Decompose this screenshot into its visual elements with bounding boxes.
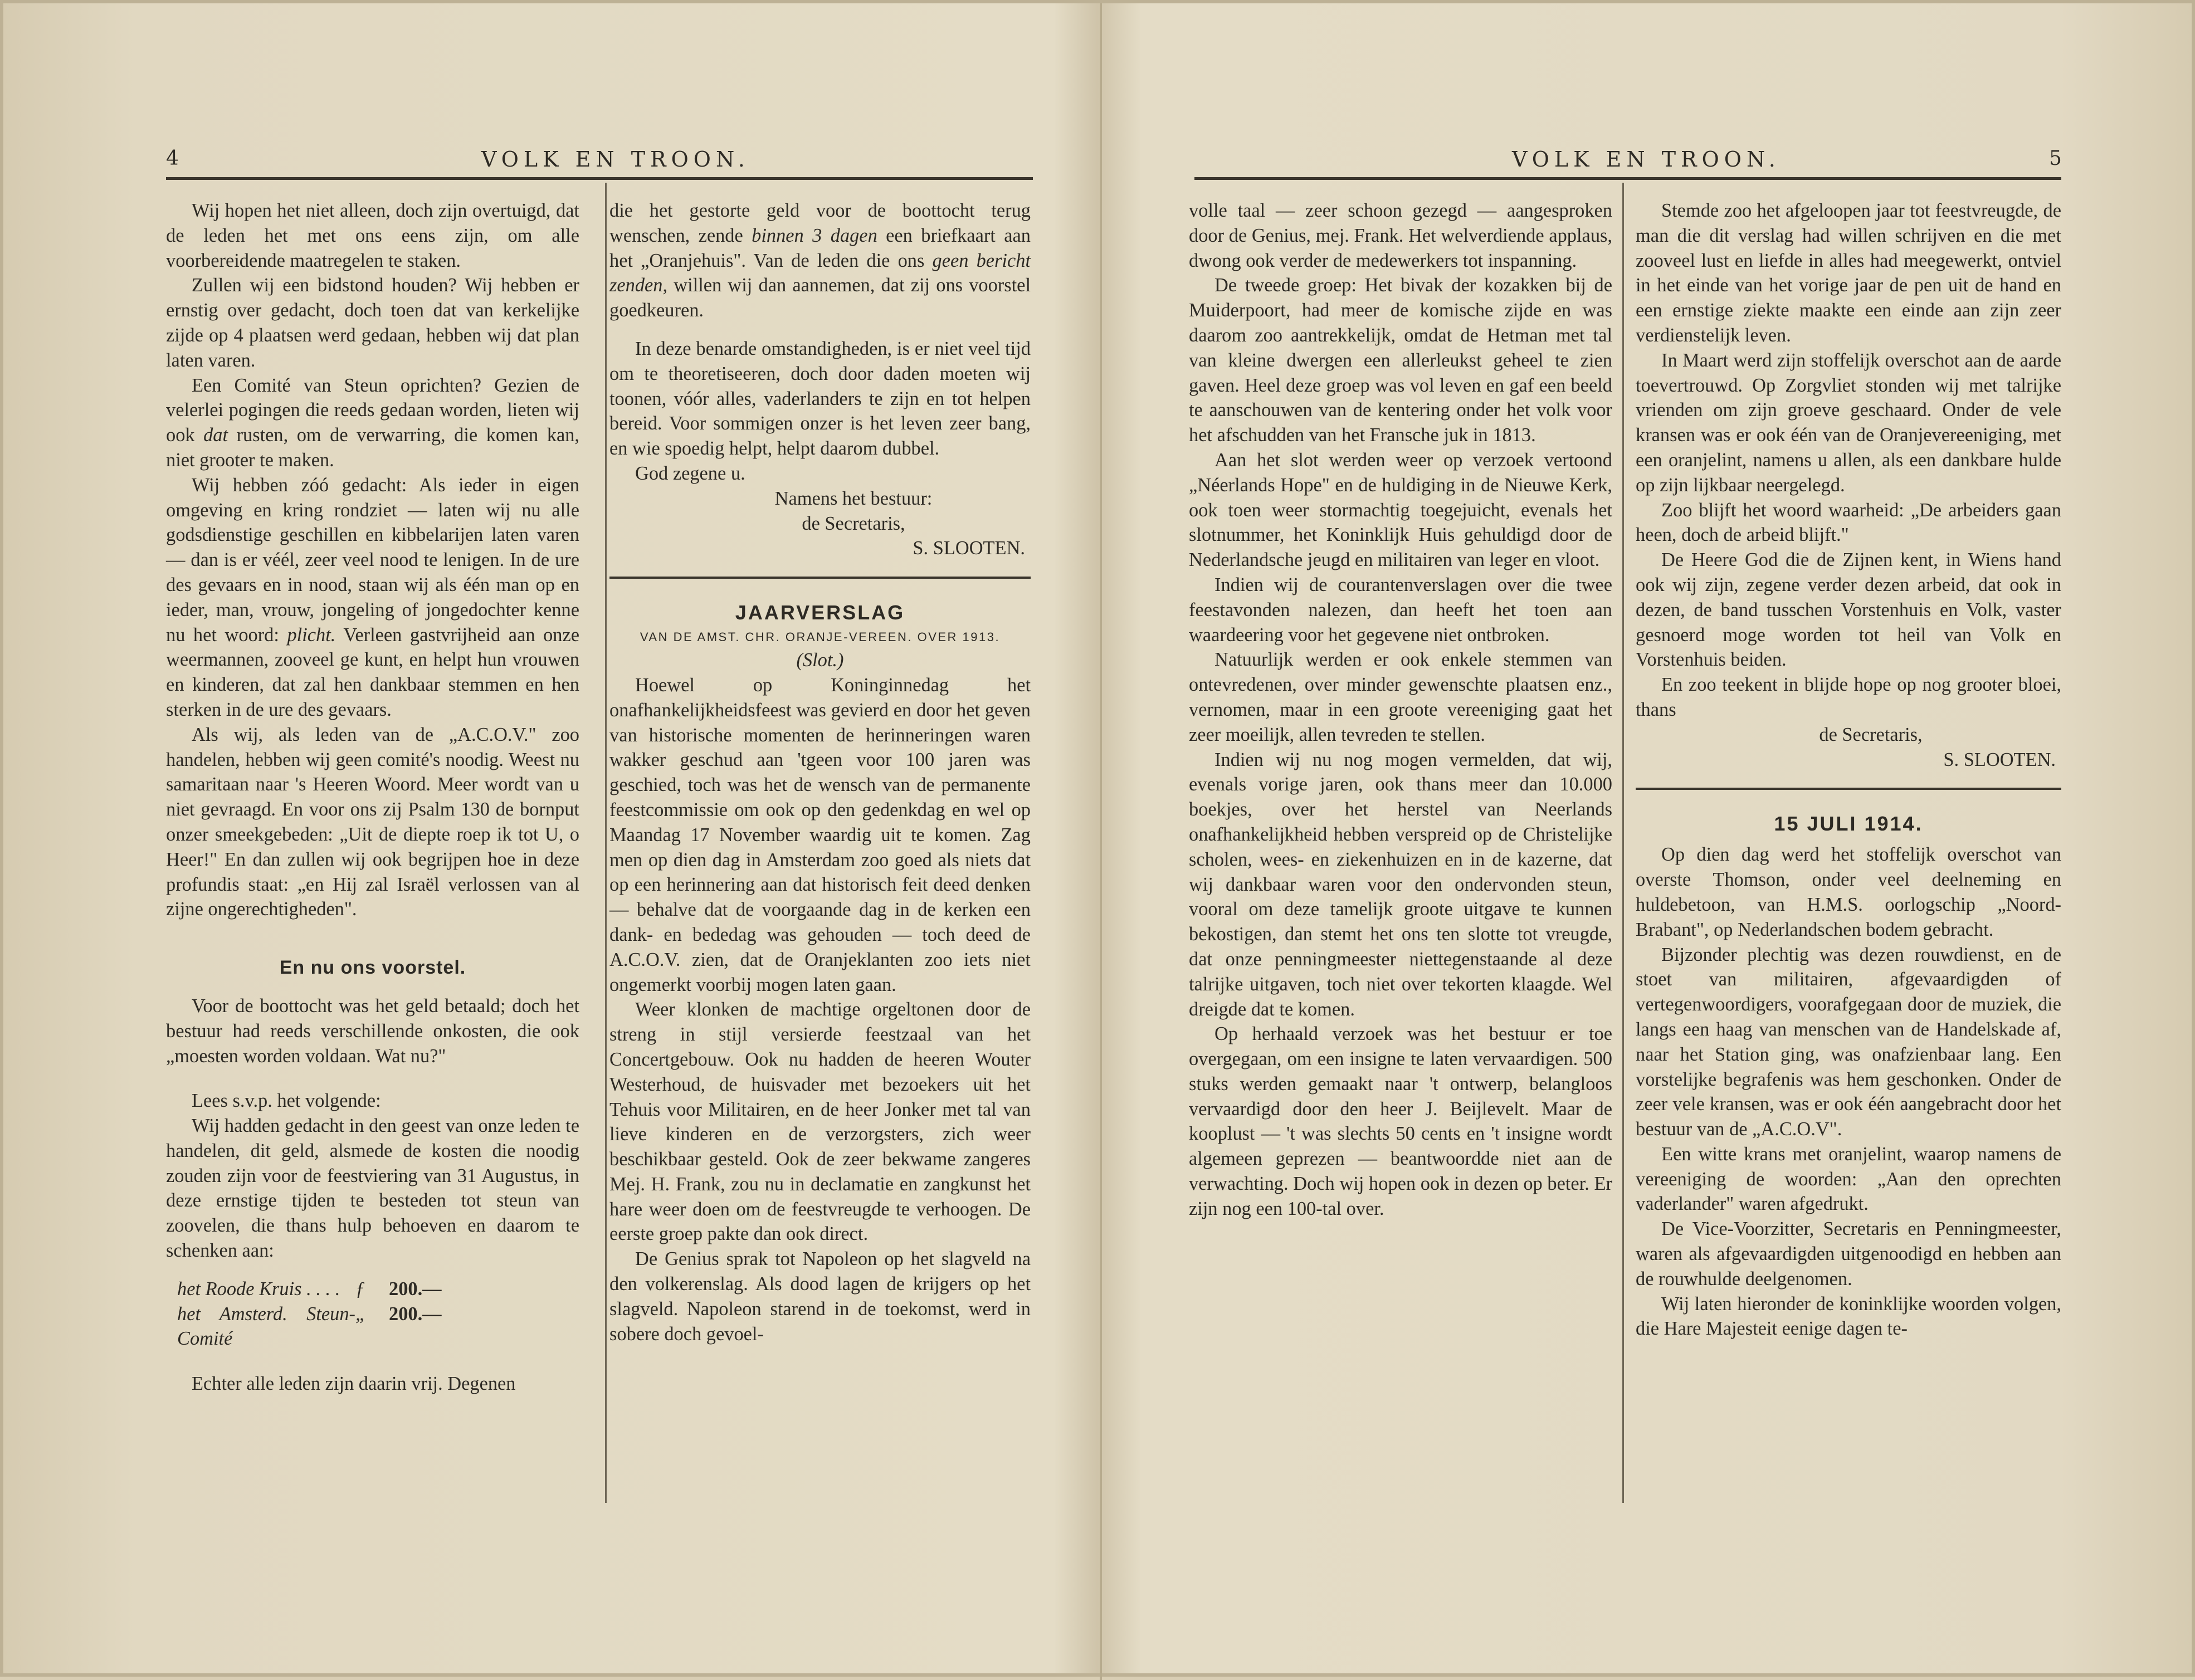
paragraph: Zullen wij een bidstond houden? Wij hebben er ernstig over gedacht, doch toen dat van kerkelijke zijde op 4 plaatsen werd gedaan, hebben wij dat plan laten varen. [166, 275, 579, 371]
paragraph: Op herhaald verzoek was het bestuur er toe overgegaan, om een insigne te laten vervaardigen. 500 stuks werden gemaakt naar 't ontwerp, belangloos vervaardigd door den heer J. Beijlevelt. Maar de kooplust — 't was slechts 50 cents en 't insigne wordt algemeen geprezen — beantwoordde niet aan de verwachting. Doch wij hopen ook in dezen op beter. Er zijn nog een 100-tal over. [1189, 1023, 1612, 1219]
right-page-column-2 [1636, 198, 2061, 1341]
paragraph: In Maart werd zijn stoffelijk overschot aan de aarde toevertrouwd. Op Zorgvliet stonden wij met talrijke vrienden om zijn groeve geschaard. Onder de vele kransen was er ook één van de Oranjevereeniging, met een oranjelint, namens u allen, als een dankbare hulde op zijn lijkbaar neergelegd. [1636, 349, 2061, 496]
signature-line: Namens het bestuur: [774, 487, 933, 509]
paragraph: Natuurlijk werden er ook enkele stemmen van ontevredenen, over minder gewenschte plaatsen enz., vernomen, maar in een groote vereeniging gaat het zeer moeilijk, allen tevreden te stellen. [1189, 649, 1612, 745]
signature-name: S. SLOOTEN. [1943, 749, 2056, 770]
paragraph: God zegene u. [635, 462, 745, 484]
section-heading: 15 JULI 1914. [1774, 812, 1923, 836]
left-column-divider [605, 183, 607, 1503]
right-page-number: 5 [2049, 147, 2063, 170]
section-subheading: VAN DE AMST. CHR. ORANJE-VEREEN. OVER 1913. [640, 630, 1001, 644]
paragraph: Wij hadden gedacht in den geest van onze leden te handelen, dit geld, alsmede de kosten die noodig zouden zijn voor de feestviering van 31 Augustus, in deze ernstige tijden te besteden tot steun van zoovelen, die thans hulp behoeven en daarom te schenken aan: [166, 1115, 579, 1262]
paragraph: Echter alle leden zijn daarin vrij. Degenen [192, 1373, 516, 1395]
left-page-column-2 [609, 198, 1031, 1346]
paragraph: De Heere God die de Zijnen kent, in Wiens hand ook wij zijn, zegene verder dezen arbeid, dat ook in dezen, de band tusschen Vorstenhuis en Volk, vaster gesnoerd moge worden tot heil van Volk en Vorstenhuis beiden. [1636, 549, 2061, 671]
paragraph: Wij hopen het niet alleen, doch zijn overtuigd, dat de leden het met ons eens zijn, om alle voorbereidende maatregelen te staken. [166, 200, 579, 271]
paragraph: Zoo blijft het woord waarheid: „De arbeiders gaan heen, doch de arbeid blijft." [1636, 499, 2061, 546]
paragraph: De Genius sprak tot Napoleon op het slagveld na den volkerenslag. Als dood lagen de krijgers op het slagveld. Napoleon starend in de toekomst, werd in sobere doch gevoel- [609, 1248, 1031, 1345]
paragraph: Een Comité van Steun oprichten? Gezien de velerlei pogingen die reeds gedaan worden, lieten wij ook dat rusten, om de verwarring, die komen kan, niet grooter te maken. [166, 374, 580, 471]
paragraph: De tweede groep: Het bivak der kozakken bij de Muiderpoort, had meer de komische zijde en was daarom zoo aantrekkelijk, omdat de Hetman met tal van kleine dwergen een allerleukst geheel te zien gaven. Heel deze groep was vol leven en gaf een beeld te aanschouwen van de kentering onder het volk voor het afschudden van het Fransche juk in 1813. [1189, 275, 1612, 446]
paragraph: Lees s.v.p. het volgende: [192, 1090, 381, 1112]
right-header-rule [1194, 177, 2061, 180]
paragraph: Aan het slot werden weer op verzoek vertoond „Néerlands Hope" en de huldiging in de Nieuwe Kerk, ook toen weer stormachtig toegejuicht, evenals het slotnummer, het Koninklijk Huis gehuldigd door de Nederlandsche jeugd en militairen van leger en vloot. [1189, 449, 1612, 571]
paragraph: die het gestorte geld voor de boottocht terug wenschen, zende binnen 3 dagen een briefkaart aan het „Oranjehuis". Van de leden die ons geen bericht zenden, willen wij dan aannemen, dat zij ons voorstel goedkeuren. [609, 200, 1031, 321]
left-header-rule [166, 177, 1033, 180]
paragraph: Wij laten hieronder de koninklijke woorden volgen, die Hare Majesteit eenige dagen te- [1636, 1293, 2061, 1340]
slot-label: (Slot.) [796, 649, 844, 671]
paragraph: Voor de boottocht was het geld betaald; doch het bestuur had reeds verschillende onkosten, die ook „moesten worden voldaan. Wat nu?" [166, 995, 579, 1067]
left-page-number: 4 [166, 147, 180, 170]
left-page-column-1 [166, 198, 579, 1396]
signature-line: de Secretaris, [1819, 724, 1923, 745]
paragraph: volle taal — zeer schoon gezegd — aangesproken door de Genius, mej. Frank. Het welverdiende applaus, dwong ook verder de medewerkers tot inspanning. [1189, 200, 1612, 271]
donation-row: het Roode Kruis . . . . ƒ 200.— [177, 1278, 442, 1300]
paragraph: Wij hebben zóó gedacht: Als ieder in eigen omgeving en kring rondziet — laten wij nu alle godsdienstige geschillen en kibbelarijen laten varen — dan is er véél, zeer veel nood te lenigen. In de ure des gevaars en in nood, staan wij als één man op en ieder, man, vrouw, jongeling of jongedochter kenne nu het woord: plicht. Verleen gastvrijheid aan onze weermannen, zooveel ge kunt, en helpt hun vrouwen en kinderen, dat zal hen dankbaar stemmen en hen sterken in de ure des gevaars. [166, 474, 579, 720]
paragraph: Indien wij de courantenverslagen over die twee feestavonden nalezen, dan heeft het toen aan waardeering voor het gegevene niet ontbroken. [1189, 574, 1612, 646]
section-heading: En nu ons voorstel. [279, 957, 466, 979]
paragraph: Hoewel op Koninginnedag het onafhankelijkheidsfeest was gevierd en door het geven van historische momenten de herinneringen waren wakker geschud aan 'tgeen voor 100 jaren was geschied, toch was het de wensch van de permanente feestcommissie om ook op den gedenkdag en wel op Maandag 17 November waardig uit te komen. Zag men op dien dag in Amsterdam zoo goed als niets dat op een herinnering aan dat historisch feit deed denken — behalve dat de voorgaande dag in de kerken een dank- en bededag was gehouden — toch deed de A.C.O.V. zien, dat de Oranjeklanten zoo iets niet ongemerkt voorbij mogen laten gaan. [609, 674, 1031, 995]
section-heading: JAARVERSLAG [735, 601, 905, 624]
paragraph: Weer klonken de machtige orgeltonen door de streng in stijl versierde feestzaal van het Concertgebouw. Ook nu hadden de heeren Wouter Westerhoud, de huisvader met bezoekers uit het Tehuis voor Militairen, en de heer Jonker met tal van lieve kinderen en de verzorgsters, zich weer beschikbaar gesteld. Ook de zeer bekwame zangeres Mej. H. Frank, zou nu in declamatie en zangkunst het hare weer doen om de feestvreugde te verhoogen. De eerste groep pakte dan ook direct. [609, 999, 1031, 1245]
paragraph: Een witte krans met oranjelint, waarop namens de vereeniging de woorden: „Aan den oprechten vaderlander" waren afgedrukt. [1636, 1143, 2061, 1215]
page-spine [1100, 3, 1102, 1680]
signature-name: S. SLOOTEN. [913, 538, 1025, 559]
right-column-divider [1622, 183, 1624, 1503]
left-running-title: VOLK EN TROON. [481, 147, 750, 172]
paragraph: Indien wij nu nog mogen vermelden, dat wij, evenals vorige jaren, ook thans meer dan 10.000 boekjes, over het herstel van Neerlands onafhankelijkheid hebben verspreid op de Christelijke scholen, wees- en ziekenhuizen en in de kazerne, dat wij dankbaar waren voor den ondervonden steun, vooral om deze tamelijk groote uitgave te kunnen bekostigen, dan stemt het ons ten slotte tot vreugde, dat onze penningmeester niettegenstaande al deze talrijke uitgaven, toch niet over tekorten klaagde. Wel dreigde dat te komen. [1189, 749, 1612, 1020]
signature-line: de Secretaris, [802, 512, 905, 534]
paragraph: Bijzonder plechtig was dezen rouwdienst, en de stoet van militairen, afgevaardigden of vertegenwoordigers, voorafgegaan door de muziek, die langs een haag van menschen van de Handelskade af, naar het Station ging, was onafzienbaar lang. Een vorstelijke begrafenis was hem geschonken. Onder de zeer vele kransen, was er ook één aangebracht door het bestuur van de „A.C.O.V". [1636, 944, 2061, 1140]
paragraph: De Vice-Voorzitter, Secretaris en Penningmeester, waren als afgevaardigden uitgenoodigd en hebben aan de rouwhulde deelgenomen. [1636, 1218, 2061, 1290]
paragraph: Stemde zoo het afgeloopen jaar tot feestvreugde, de man die dit verslag had willen schrijven en die met zooveel lust en liefde in alles had meegewerkt, ontviel in het einde van het vorige jaar de pen uit de hand en een ernstige ziekte maakte een einde aan zijn zeer verdienstelijk leven. [1636, 200, 2061, 346]
paragraph: Als wij, als leden van de „A.C.O.V." zoo handelen, hebben wij geen comité's noodig. Weest nu samaritaan naar 's Heeren Woord. Meer wordt van u niet gevraagd. En voor ons zij Psalm 130 de bornput onzer smeekgebeden: „Uit de diepte roep ik tot U, o Heer!" En dan zullen wij ook begrijpen hoe in deze profundis staat: „en Hij zal Israël verlossen van al zijne ongerechtigheden". [166, 724, 579, 920]
paragraph: Op dien dag werd het stoffelijk overschot van overste Thomson, onder veel deelneming en huldebetoon, van H.M.S. oorlogschip „Noord-Brabant", op Nederlandschen bodem gebracht. [1636, 844, 2061, 940]
paragraph: In deze benarde omstandigheden, is er niet veel tijd om te theoretiseeren, doch door daden moeten wij toonen, vóór alles, vaderlanders te zijn en tot helpen bereid. Voor sommigen onzer is het leven zeer bang, en wie spoedig helpt, helpt daarom dubbel. [609, 338, 1031, 460]
donation-row: het Amsterd. Steun-Comité „ 200.— [177, 1303, 442, 1350]
paragraph: En zoo teekent in blijde hope op nog grooter bloei, thans [1636, 674, 2061, 720]
section-divider [609, 577, 1031, 579]
right-page-column-1 [1189, 198, 1612, 1222]
right-running-title: VOLK EN TROON. [1512, 147, 1781, 172]
section-divider [1636, 788, 2061, 790]
